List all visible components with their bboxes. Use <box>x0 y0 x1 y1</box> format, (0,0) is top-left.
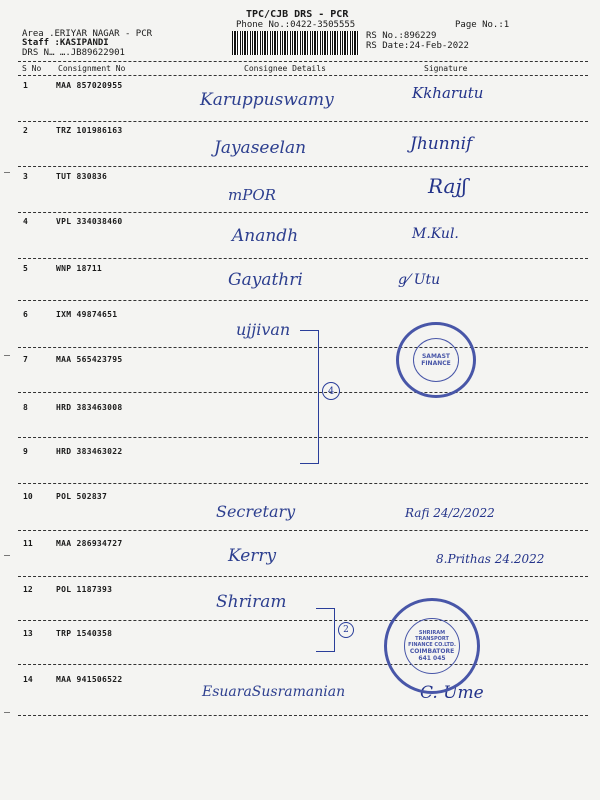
divider <box>18 121 588 122</box>
divider <box>18 620 588 621</box>
divider <box>18 61 588 62</box>
consignee-name: Secretary <box>216 502 296 521</box>
consignee-name: Gayathri <box>228 270 303 290</box>
signature: C. Ume <box>420 683 484 703</box>
row-sno: 11 <box>23 539 33 548</box>
divider <box>18 300 588 301</box>
row-sno: 14 <box>23 675 33 684</box>
divider <box>18 664 588 665</box>
row-consignment: MAA 565423795 <box>56 355 123 364</box>
phone-number: Phone No.:0422-3505555 <box>236 20 356 30</box>
row-sno: 5 <box>23 264 28 273</box>
row-sno: 13 <box>23 629 33 638</box>
row-consignment: VPL 334038460 <box>56 217 123 226</box>
row-consignment: HRD 383463022 <box>56 447 123 456</box>
row-consignment: HRD 383463008 <box>56 403 123 412</box>
row-sno: 9 <box>23 447 28 456</box>
row-consignment: MAA 941506522 <box>56 675 123 684</box>
col-consignment-header: Consignment No <box>58 64 126 73</box>
stamp-code: 641 045 <box>418 655 446 662</box>
row-sno: 4 <box>23 217 28 226</box>
group-bracket <box>316 608 335 652</box>
divider <box>18 530 588 531</box>
row-consignment: POL 1187393 <box>56 585 113 594</box>
divider <box>18 715 588 716</box>
rs-number: RS No.:896229 <box>366 31 437 41</box>
group-bracket <box>300 330 319 464</box>
stamp-city: COIMBATORE <box>409 648 455 655</box>
signature: Rajʃ <box>428 174 468 198</box>
margin-mark <box>4 712 10 713</box>
row-sno: 2 <box>23 126 28 135</box>
margin-mark <box>4 555 10 556</box>
divider <box>18 258 588 259</box>
stamp-text: SHRIRAM TRANSPORT FINANCE CO.LTD. <box>408 630 456 648</box>
row-sno: 1 <box>23 81 28 90</box>
signature: Kkharutu <box>412 84 484 102</box>
signature: Jhunnif <box>410 134 473 154</box>
signature: 8.Prithas 24.2022 <box>436 552 545 566</box>
barcode <box>232 31 360 55</box>
stamp-text: SAMAST FINANCE <box>421 353 451 367</box>
company-stamp <box>384 598 480 694</box>
row-sno: 10 <box>23 492 33 501</box>
consignee-name: Karuppuswamy <box>200 90 334 110</box>
row-sno: 6 <box>23 310 28 319</box>
signature: Rafi 24/2/2022 <box>405 506 495 520</box>
divider <box>18 483 588 484</box>
row-consignment: TUT 830836 <box>56 172 108 181</box>
col-signature-header: Signature <box>424 64 468 73</box>
divider <box>18 576 588 577</box>
staff-field: Staff :KASIPANDI <box>22 38 109 48</box>
bracket-count-badge: 2 <box>338 622 354 638</box>
consignee-name: Anandh <box>232 226 299 246</box>
col-sno-header: S No <box>22 64 42 73</box>
consignee-name: EsuaraSusramanian <box>202 684 346 700</box>
signature: M.Kul. <box>412 226 459 242</box>
consignee-name: Jayaseelan <box>214 138 307 158</box>
margin-mark <box>4 172 10 173</box>
row-sno: 7 <box>23 355 28 364</box>
margin-mark <box>4 355 10 356</box>
col-consignee-header: Consignee Details <box>244 64 326 73</box>
row-consignment: TRP 1540358 <box>56 629 113 638</box>
row-consignment: IXM 49874651 <box>56 310 118 319</box>
company-stamp <box>396 322 476 398</box>
bracket-count-badge: 4 <box>322 382 340 400</box>
page-number: Page No.:1 <box>455 20 510 30</box>
consignee-name: ujjivan <box>236 320 291 339</box>
consignee-name: Kerry <box>228 546 277 566</box>
row-consignment: TRZ 101986163 <box>56 126 123 135</box>
divider <box>18 166 588 167</box>
signature: g⁄ Utu <box>398 272 441 288</box>
consignee-name: Shriram <box>216 592 287 612</box>
row-sno: 8 <box>23 403 28 412</box>
sheet-title: TPC/CJB DRS - PCR <box>246 9 349 20</box>
row-sno: 3 <box>23 172 28 181</box>
drs-number: DRS N… ….JB89622901 <box>22 48 125 58</box>
row-consignment: WNP 18711 <box>56 264 103 273</box>
area-field: Area .ERIYAR NAGAR - PCR <box>22 29 153 39</box>
consignee-name: mPOR <box>228 186 276 204</box>
rs-date: RS Date:24-Feb-2022 <box>366 41 469 51</box>
divider <box>18 212 588 213</box>
divider <box>18 75 588 76</box>
row-sno: 12 <box>23 585 33 594</box>
row-consignment: MAA 857020955 <box>56 81 123 90</box>
row-consignment: MAA 286934727 <box>56 539 123 548</box>
row-consignment: POL 502837 <box>56 492 108 501</box>
